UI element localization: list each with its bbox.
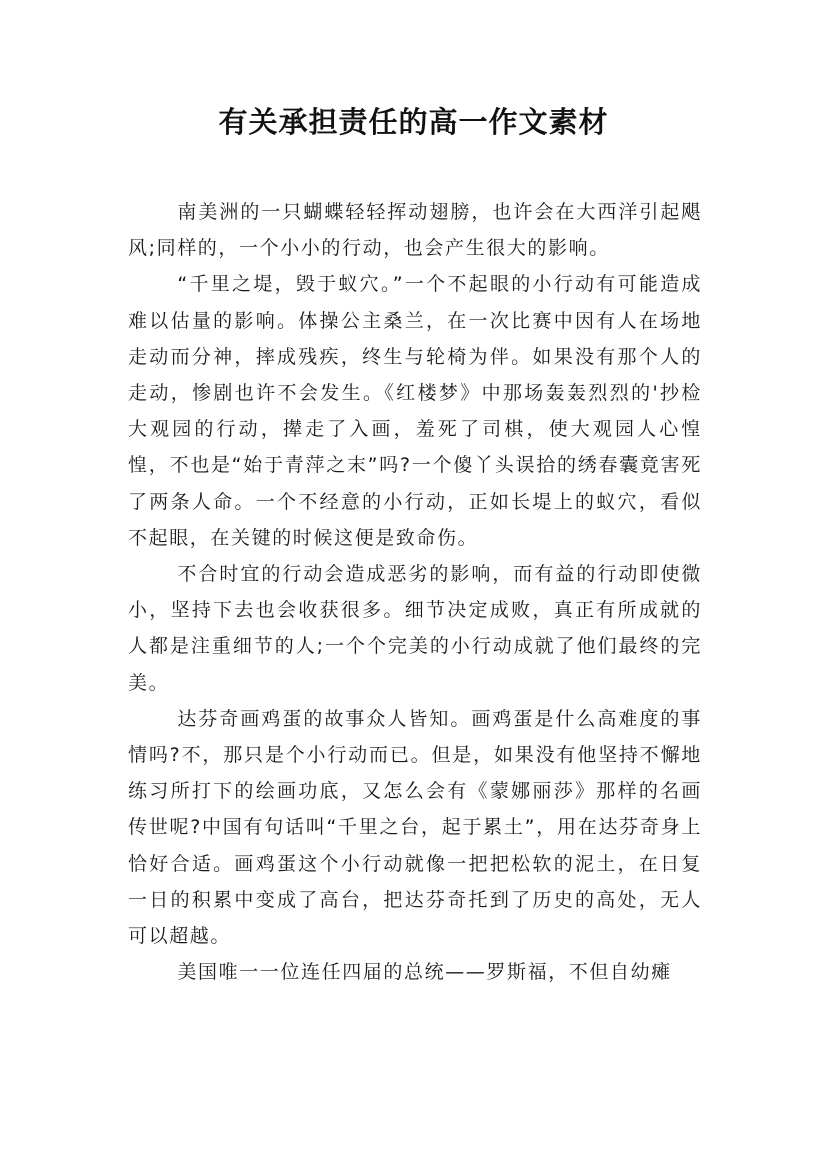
paragraph-ant-hole: “千里之堤，毁于蚁穴。”一个不起眼的小行动有可能造成难以估量的影响。体操公主桑兰，在一次比赛中因有人在场地走动而分神，摔成残疾，终生与轮椅为伴。如果没有那个人的走动，惨剧也许不会发生。《红楼梦》中那场轰轰烈烈的'抄检大观园的行动，撵走了入画，羞死了司棋，使大观园人心惶惶，不也是“始于青萍之末”吗?一个傻丫头误拾的绣春囊竟害死了两条人命。一个不经意的小行动，正如长堤上的蚁穴，看似不起眼，在关键的时候这便是致命伤。 — [128, 273, 702, 549]
paragraph-da-vinci: 达芬奇画鸡蛋的故事众人皆知。画鸡蛋是什么高难度的事情吗?不，那只是个小行动而已。但是，如果没有他坚持不懈地练习所打下的绘画功底，又怎么会有《蒙娜丽莎》那样的名画传世呢?中国有句话叫“千里之台，起于累土”，用在达芬奇身上恰好合适。画鸡蛋这个小行动就像一把把松软的泥土，在日复一日的积累中变成了高台，把达芬奇托到了历史的高处，无人可以超越。 — [128, 707, 702, 948]
paragraph-roosevelt: 美国唯一一位连任四届的总统——罗斯福，不但自幼瘫 — [177, 961, 672, 984]
document-body — [128, 194, 702, 990]
paragraph-details: 不合时宜的行动会造成恶劣的影响，而有益的行动即使微小，坚持下去也会收获很多。细节决定成败，真正有所成就的人都是注重细节的人;一个个完美的小行动成就了他们最终的完美。 — [128, 563, 702, 694]
paragraph-butterfly: 南美洲的一只蝴蝶轻轻挥动翅膀，也许会在大西洋引起飓风;同样的，一个小小的行动，也会产生很大的影响。 — [128, 201, 702, 260]
document-title: 有关承担责任的高一作文素材 — [218, 105, 609, 139]
